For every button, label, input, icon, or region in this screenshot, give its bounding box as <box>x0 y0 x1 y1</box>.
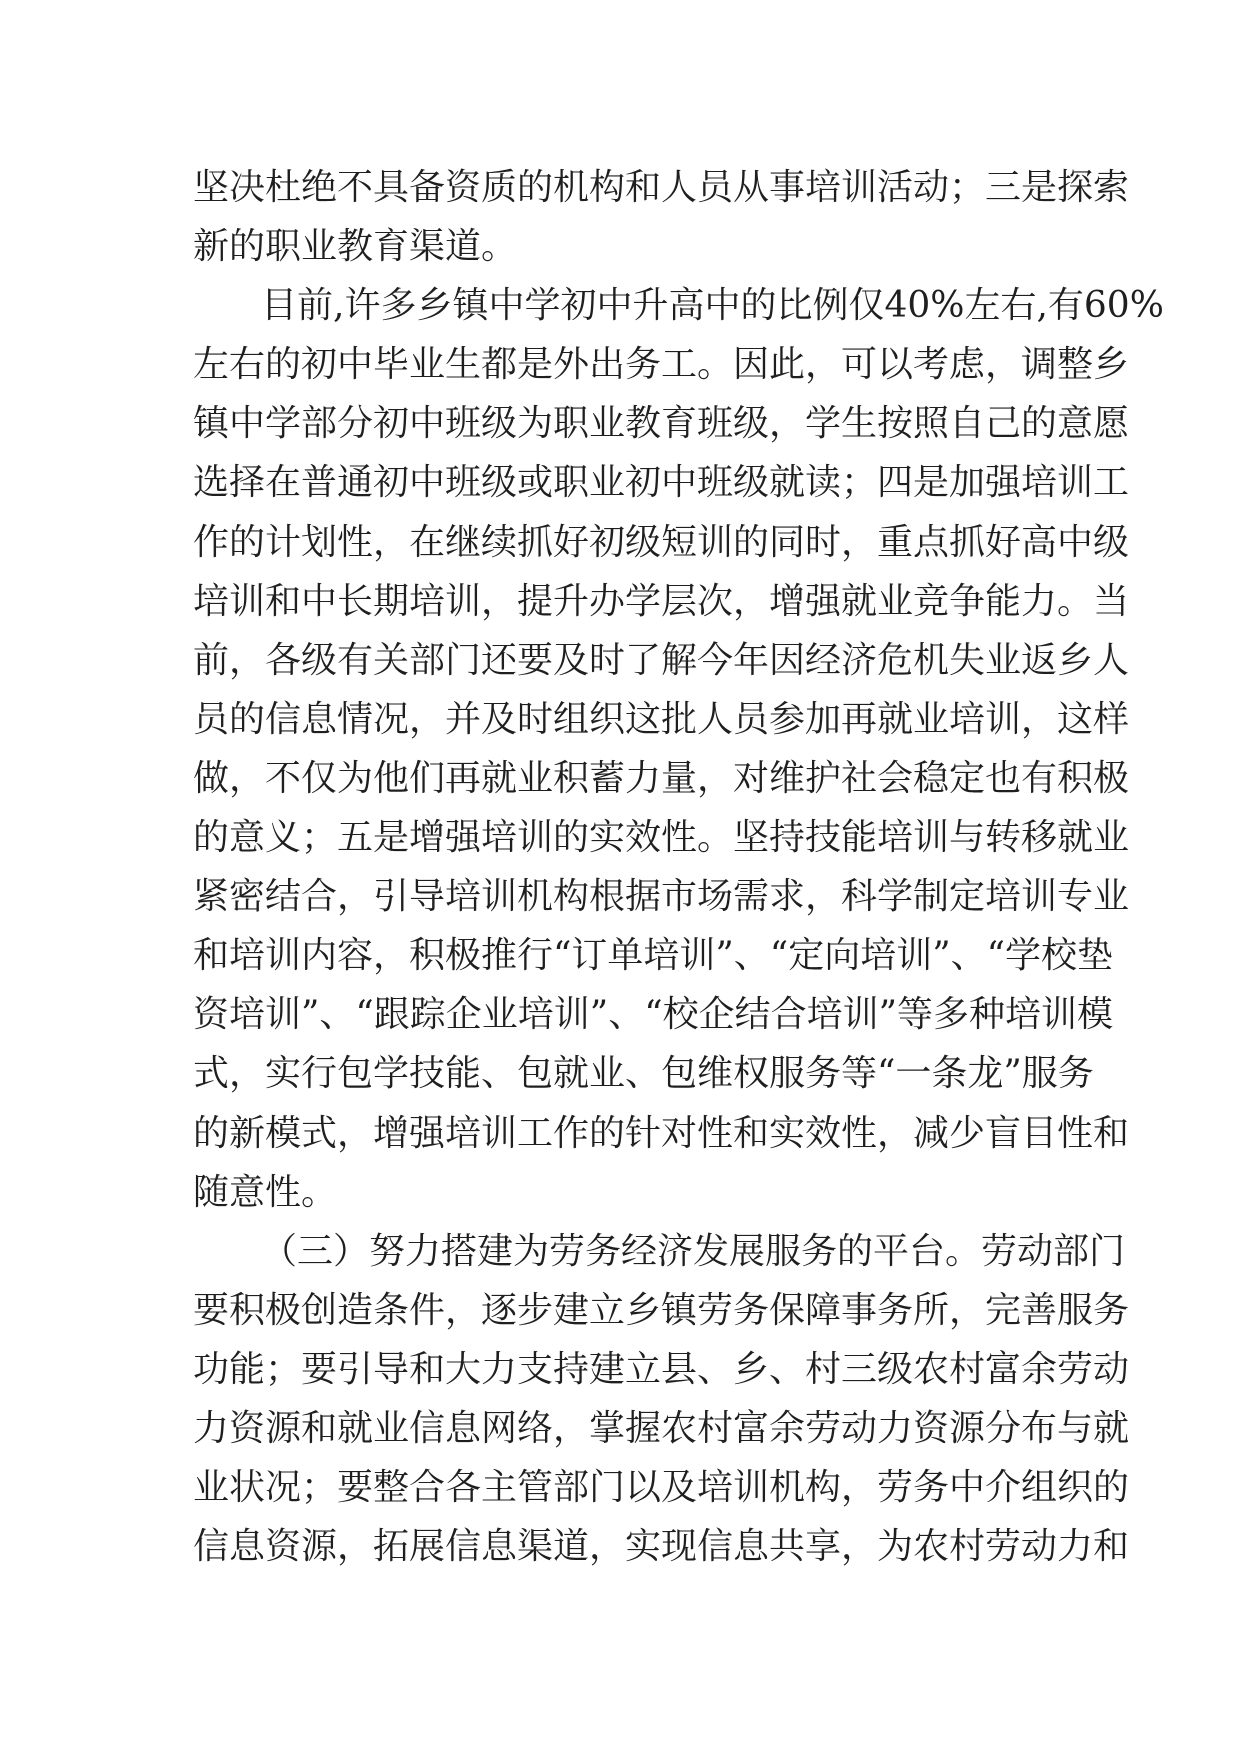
text-line: 员的信息情况，并及时组织这批人员参加再就业培训，这样 <box>193 698 1130 740</box>
text-line: 要积极创造条件，逐步建立乡镇劳务保障事务所，完善服务 <box>193 1289 1130 1331</box>
paragraph <box>193 1222 1130 1577</box>
text-line: 坚决杜绝不具备资质的机构和人员从事培训活动；三是探索 <box>193 167 1130 208</box>
text-line: 式，实行包学技能、包就业、包维权服务等“一条龙”服务 <box>193 1053 1094 1095</box>
text-line: 的新模式，增强培训工作的针对性和实效性，减少盲目性和 <box>193 1112 1130 1154</box>
text-line: 随意性。 <box>193 1171 338 1213</box>
text-line: 力资源和就业信息网络，掌握农村富余劳动力资源分布与就 <box>193 1407 1130 1449</box>
text-line: 选择在普通初中班级或职业初中班级就读；四是加强培训工 <box>193 462 1130 504</box>
text-line: 信息资源，拓展信息渠道，实现信息共享，为农村劳动力和 <box>193 1526 1130 1568</box>
paragraph <box>193 276 1164 1222</box>
text-line: 资培训”、“跟踪企业培训”、“校企结合培训”等多种培训模 <box>193 994 1114 1036</box>
document-body <box>193 158 1164 1576</box>
paragraph <box>193 158 1130 276</box>
text-line: 目前,许多乡镇中学初中升高中的比例仅40%左右,有60% <box>261 285 1164 327</box>
text-line: 左右的初中毕业生都是外出务工。因此，可以考虑，调整乡 <box>193 344 1130 386</box>
text-line: 镇中学部分初中班级为职业教育班级，学生按照自己的意愿 <box>193 403 1130 445</box>
text-line: 做，不仅为他们再就业积蓄力量，对维护社会稳定也有积极 <box>193 757 1130 799</box>
text-line: 业状况；要整合各主管部门以及培训机构，劳务中介组织的 <box>193 1467 1130 1509</box>
text-line: （三）努力搭建为劳务经济发展服务的平台。劳动部门 <box>261 1230 1126 1272</box>
text-line: 新的职业教育渠道。 <box>193 226 518 268</box>
text-line: 培训和中长期培训，提升办学层次，增强就业竞争能力。当 <box>193 580 1130 622</box>
text-line: 前，各级有关部门还要及时了解今年因经济危机失业返乡人 <box>193 639 1130 681</box>
text-line: 功能；要引导和大力支持建立县、乡、村三级农村富余劳动 <box>193 1348 1130 1390</box>
text-line: 的意义；五是增强培训的实效性。坚持技能培训与转移就业 <box>193 817 1130 859</box>
text-line: 紧密结合，引导培训机构根据市场需求，科学制定培训专业 <box>193 876 1130 918</box>
text-line: 和培训内容，积极推行“订单培训”、“定向培训”、“学校垫 <box>193 935 1114 977</box>
text-line: 作的计划性，在继续抓好初级短训的同时，重点抓好高中级 <box>193 521 1130 563</box>
